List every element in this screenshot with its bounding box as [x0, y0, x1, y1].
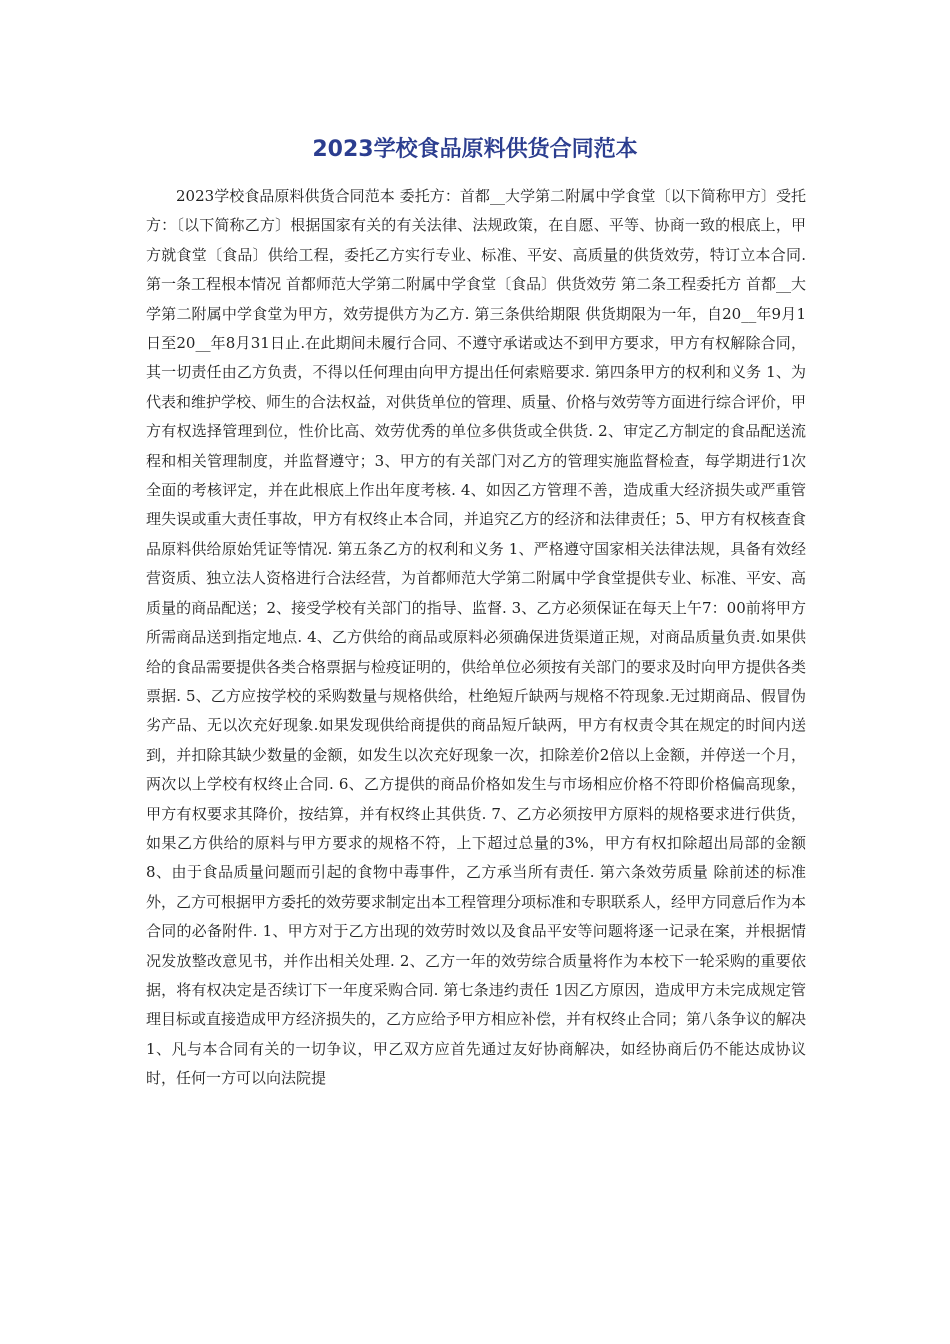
document-body-paragraph: 2023学校食品原料供货合同范本 委托方：首都__大学第二附属中学食堂〔以下简称甲方〕受托方：〔以下简称乙方〕根据国家有关的有关法律、法规政策，在自愿、平等、协商一致的根底上，甲方就食堂〔食品〕供给工程，委托乙方实行专业、标准、平安、高质量的供货效劳，特订立本合同. 第一条工程根本情况 首都师范大学第二附属中学食堂〔食品〕供货效劳 第二条工程委托方 首都__大学第二附属中学食堂为甲方，效劳提供方为乙方. 第三条供给期限 供货期限为一年，自20__年9月1日至20__年8月31日止.在此期间未履行合同、不遵守承诺或达不到甲方要求，甲方有权解除合同，其一切责任由乙方负责，不得以任何理由向甲方提出任何索赔要求. 第四条甲方的权利和义务 1、为代表和维护学校、师生的合法权益，对供货单位的管理、质量、价格与效劳等方面进行综合评价，甲方有权选择管理到位，性价比高、效劳优秀的单位多供货或全供货. 2、审定乙方制定的食品配送流程和相关管理制度，并监督遵守；3、甲方的有关部门对乙方的管理实施监督检查，每学期进行1次全面的考核评定，并在此根底上作出年度考核. 4、如因乙方管理不善，造成重大经济损失或严重管理失误或重大责任事故，甲方有权终止本合同，并追究乙方的经济和法律责任；5、甲方有权核查食品原料供给原始凭证等情况. 第五条乙方的权利和义务 1、严格遵守国家相关法律法规，具备有效经营资质、独立法人资格进行合法经营，为首都师范大学第二附属中学食堂提供专业、标准、平安、高质量的商品配送；2、接受学校有关部门的指导、监督. 3、乙方必须保证在每天上午7：00前将甲方所需商品送到指定地点. 4、乙方供给的商品或原料必须确保进货渠道正规，对商品质量负责.如果供给的食品需要提供各类合格票据与检疫证明的，供给单位必须按有关部门的要求及时向甲方提供各类票据. 5、乙方应按学校的采购数量与规格供给，杜绝短斤缺两与规格不符现象.无过期商品、假冒伪劣产品、无以次充好现象.如果发现供给商提供的商品短斤缺两，甲方有权责令其在规定的时间内送到，并扣除其缺少数量的金额，如发生以次充好现象一次，扣除差价2倍以上金额，并停送一个月，两次以上学校有权终止合同. 6、乙方提供的商品价格如发生与市场相应价格不符即价格偏高现象，甲方有权要求其降价，按结算，并有权终止其供货. 7、乙方必须按甲方原料的规格要求进行供货，如果乙方供给的原料与甲方要求的规格不符，上下超过总量的3%，甲方有权扣除超出局部的金额 8、由于食品质量问题而引起的食物中毒事件，乙方承当所有责任. 第六条效劳质量 除前述的标准外，乙方可根据甲方委托的效劳要求制定出本工程管理分项标准和专职联系人，经甲方同意后作为本合同的必备附件. 1、甲方对于乙方出现的效劳时效以及食品平安等问题将逐一记录在案，并根据情况发放整改意见书，并作出相关处理. 2、乙方一年的效劳综合质量将作为本校下一轮采购的重要依据，将有权决定是否续订下一年度采购合同. 第七条违约责任 1因乙方原因，造成甲方未完成规定管理目标或直接造成甲方经济损失的，乙方应给予甲方相应补偿，并有权终止合同；第八条争议的解决 1、凡与本合同有关的一切争议，甲乙双方应首先通过友好协商解决，如经协商后仍不能达成协议时，任何一方可以向法院提	[146, 187, 807, 1088]
document-title: 2023学校食品原料供货合同范本	[312, 137, 638, 162]
